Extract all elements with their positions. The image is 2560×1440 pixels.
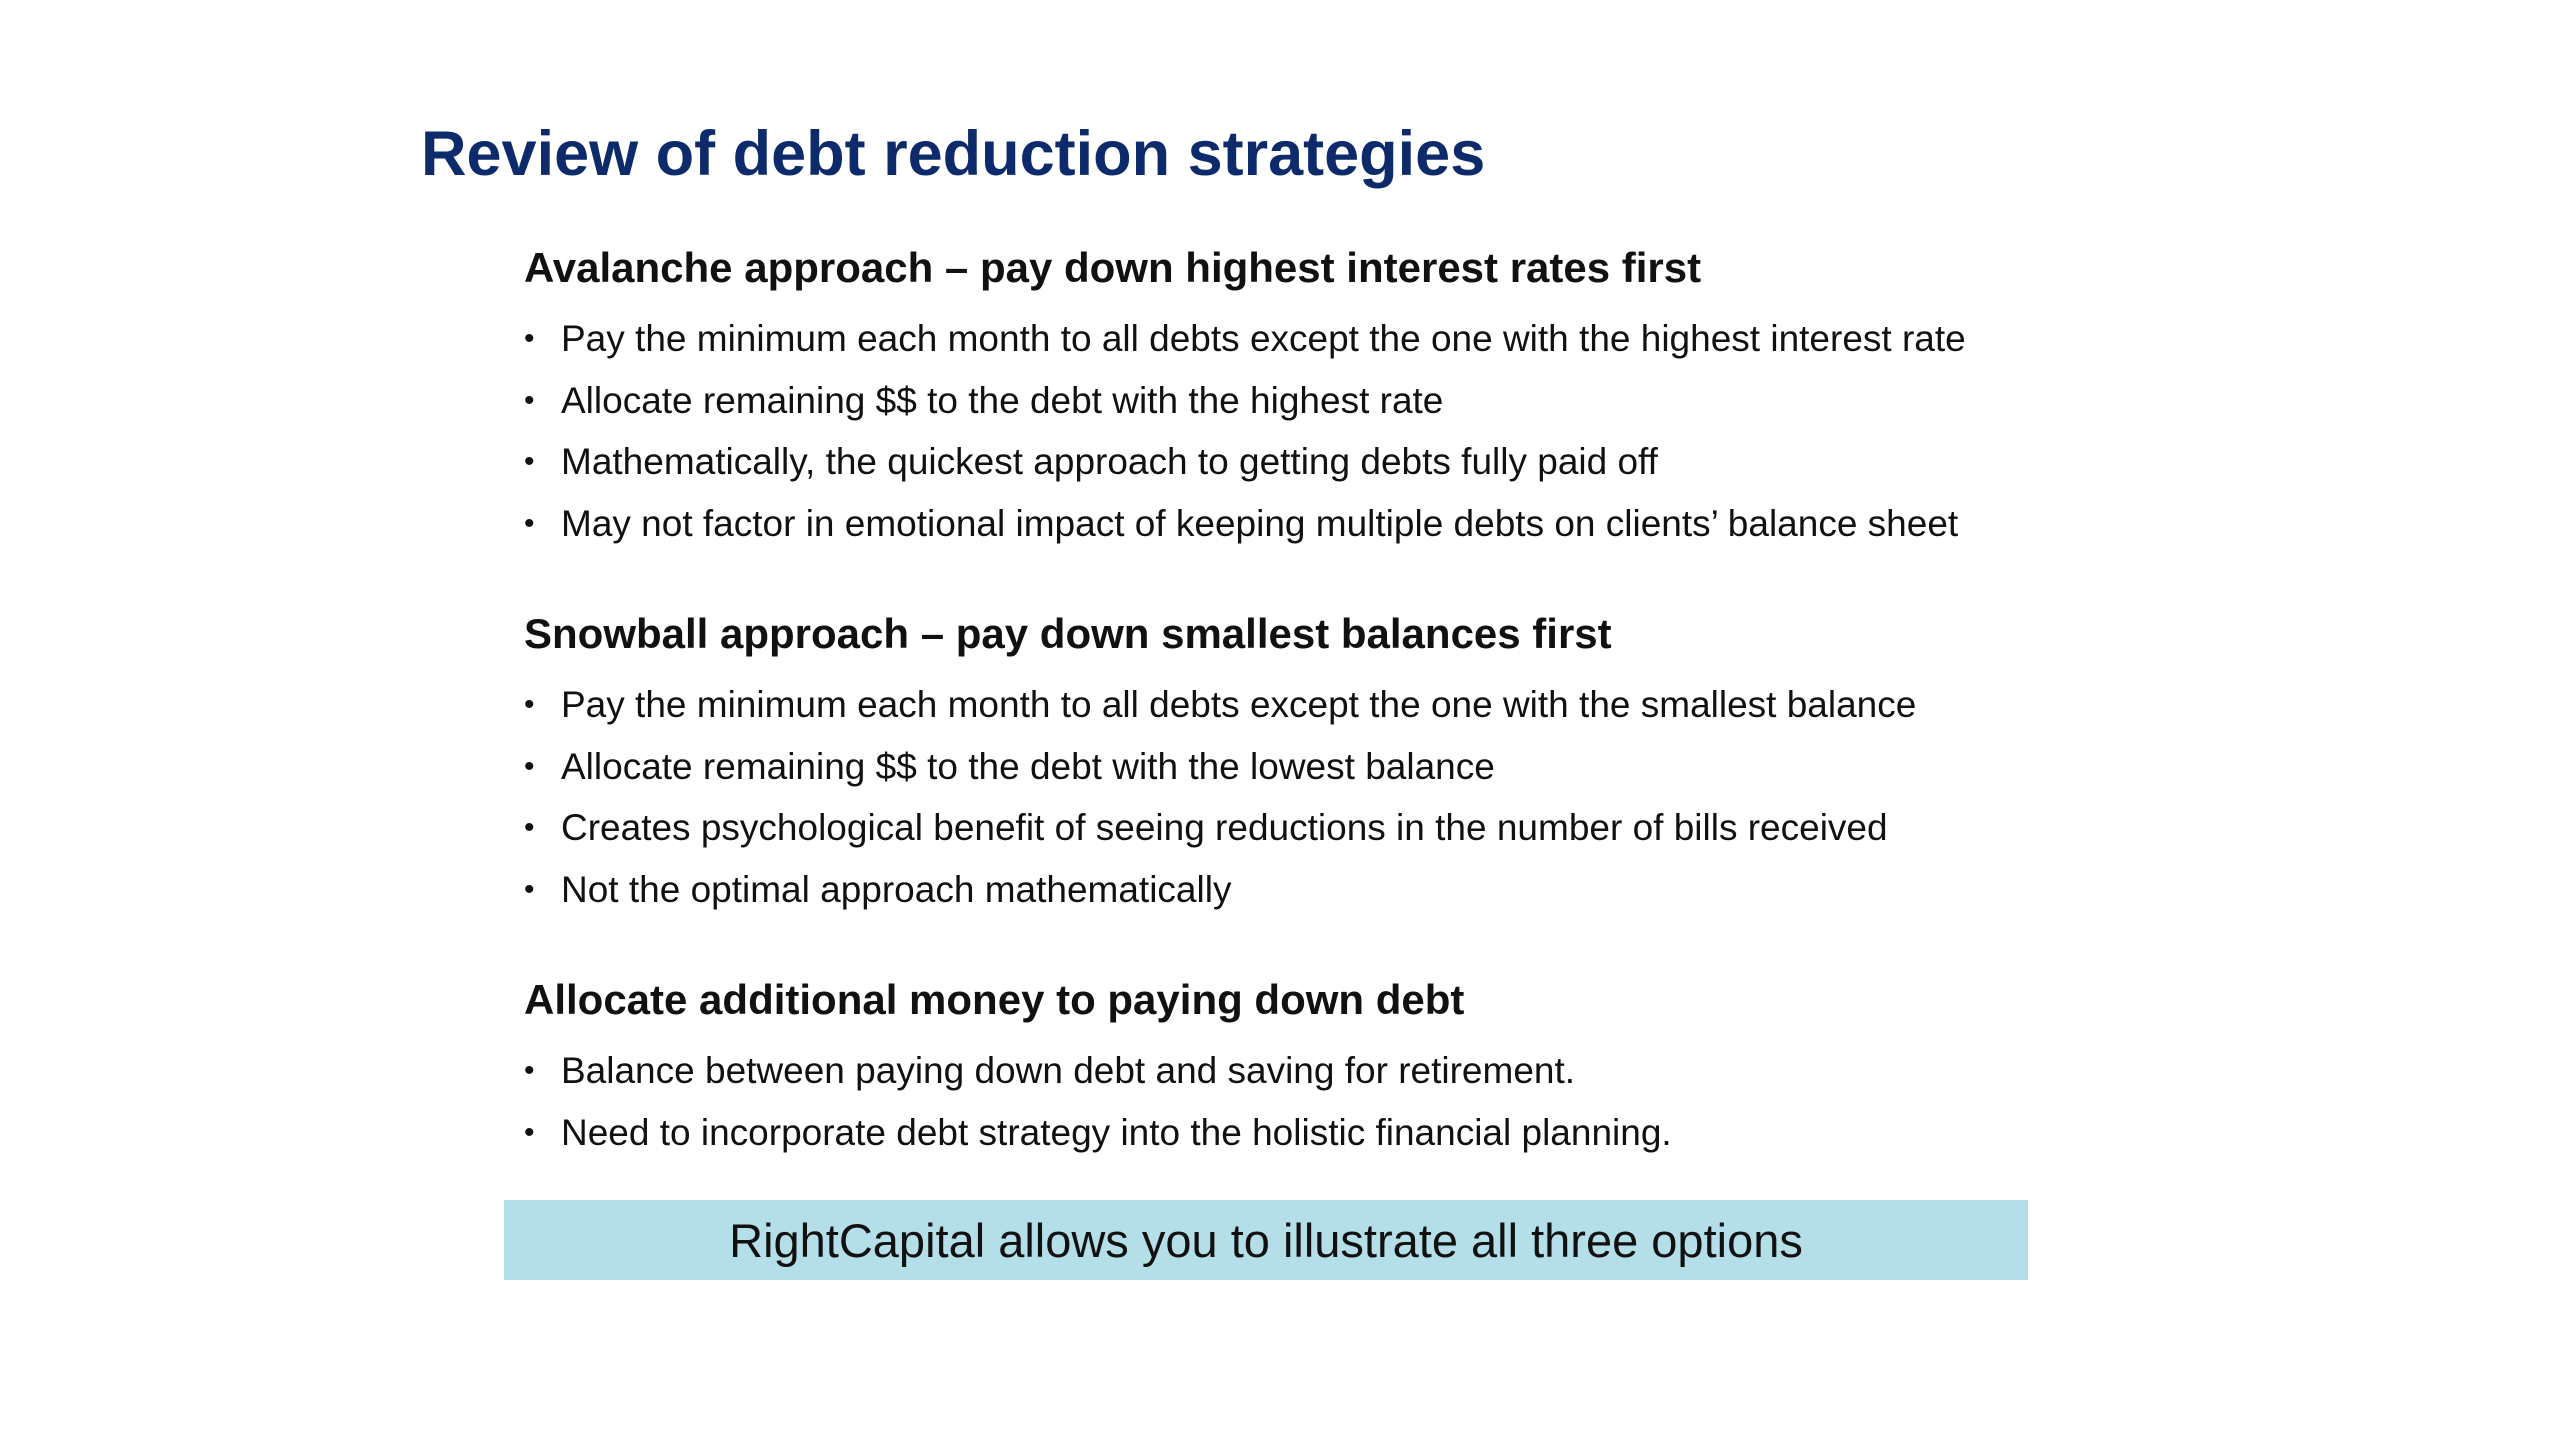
bullet-text: May not factor in emotional impact of keeping multiple debts on clients’ balance sheet	[561, 502, 1959, 544]
bullet-list	[524, 308, 2064, 554]
bullet-icon: •	[524, 872, 535, 906]
section-avalanche	[524, 240, 2064, 554]
bullet-item	[524, 859, 2064, 921]
bullet-item	[524, 797, 2064, 859]
bullet-list	[524, 674, 2064, 920]
bullet-icon: •	[524, 506, 535, 540]
section-snowball	[524, 606, 2064, 920]
bullet-icon: •	[524, 688, 535, 721]
bullet-item	[524, 736, 2064, 798]
bullet-list	[524, 1040, 2064, 1163]
bullet-item	[524, 1102, 2064, 1164]
bullet-item	[524, 674, 2064, 736]
slide-title: Review of debt reduction strategies	[421, 119, 1486, 189]
bullet-item	[524, 308, 2064, 370]
section-allocate-additional-money	[524, 972, 2064, 1163]
bullet-text: Mathematically, the quickest approach to getting debts fully paid off	[561, 441, 1658, 482]
bullet-icon: •	[524, 1115, 535, 1149]
bullet-text: Balance between paying down debt and saving for retirement.	[561, 1050, 1576, 1091]
bullet-text: Need to incorporate debt strategy into the holistic financial planning.	[561, 1111, 1672, 1153]
bullet-icon: •	[524, 322, 535, 355]
bullet-icon: •	[524, 383, 535, 417]
section-heading: Avalanche approach – pay down highest interest rates first	[524, 244, 1702, 291]
bullet-text: Allocate remaining $$ to the debt with the lowest balance	[561, 745, 1495, 787]
bullet-text: Creates psychological benefit of seeing reductions in the number of bills received	[561, 807, 1888, 848]
bullet-icon: •	[524, 1054, 535, 1087]
bullet-icon: •	[524, 749, 535, 783]
callout-text: RightCapital allows you to illustrate all three options	[729, 1213, 1803, 1267]
bullet-text: Allocate remaining $$ to the debt with the highest rate	[561, 379, 1444, 421]
bullet-item	[524, 431, 2064, 493]
bullet-item	[524, 493, 2064, 555]
bullet-text: Pay the minimum each month to all debts except the one with the smallest balance	[561, 684, 1917, 725]
bullet-item	[524, 1040, 2064, 1102]
bullet-text: Not the optimal approach mathematically	[561, 868, 1232, 910]
callout-banner	[504, 1200, 2028, 1280]
bullet-item	[524, 370, 2064, 432]
section-heading: Allocate additional money to paying down debt	[524, 976, 1465, 1023]
bullet-icon: •	[524, 811, 535, 844]
section-heading: Snowball approach – pay down smallest balances first	[524, 610, 1612, 657]
bullet-icon: •	[524, 445, 535, 478]
bullet-text: Pay the minimum each month to all debts except the one with the highest interest rate	[561, 318, 1966, 359]
